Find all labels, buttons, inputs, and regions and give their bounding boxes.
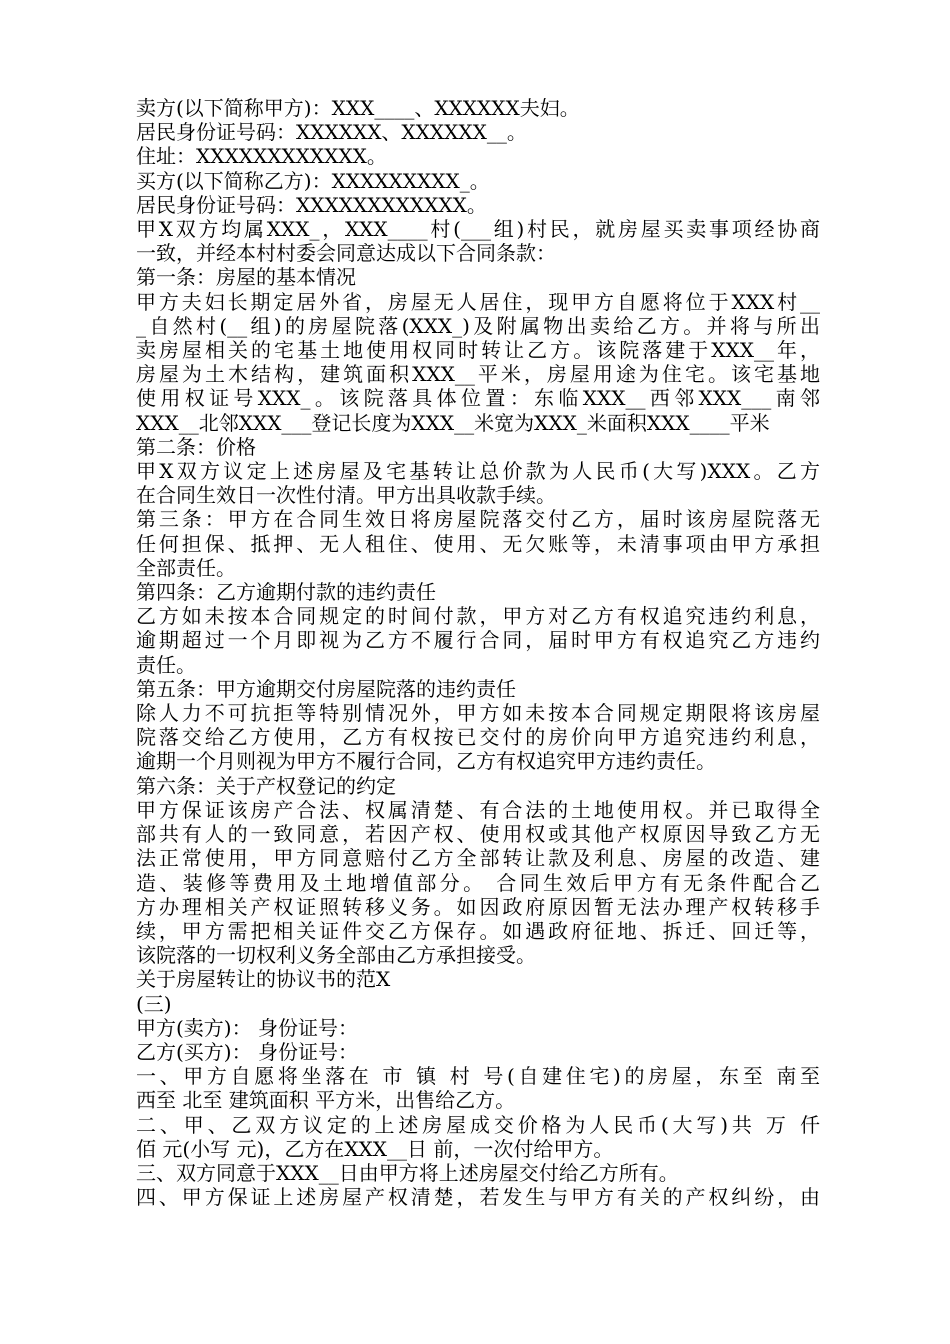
text-line: 一致，并经本村村委会同意达成以下合同条款： [136, 241, 556, 266]
section-heading: 第五条：甲方逾期交付房屋院落的违约责任 [136, 676, 516, 701]
text-line: 卖房屋相关的宅基土地使用权同时转让乙方。该院落建于XXX__年， [136, 338, 820, 363]
text-line: 甲方保证该房产合法、权属清楚、有合法的土地使用权。并已取得全 [136, 797, 820, 822]
text-line: 四、甲方保证上述房屋产权清楚，若发生与甲方有关的产权纠纷，由 [136, 1185, 820, 1210]
text-line: 房屋为土木结构，建筑面积XXX__平米，房屋用途为住宅。该宅基地 [136, 362, 820, 387]
section-heading: 第四条：乙方逾期付款的违约责任 [136, 580, 436, 605]
text-line: 甲方(卖方)： 身份证号： [136, 1015, 358, 1040]
text-line: XXX__北邻XXX___登记长度为XXX__米宽为XXX_米面积XXX____平米 [136, 410, 770, 435]
text-line: 除人力不可抗拒等特别情况外，甲方如未按本合同规定期限将该房屋 [136, 701, 820, 726]
text-line: 逾期一个月则视为甲方不履行合同，乙方有权追究甲方违约责任。 [136, 749, 716, 774]
text-line: 佰 元(小写 元)，乙方在XXX__日 前，一次付给甲方。 [136, 1136, 614, 1161]
section-heading: 第六条：关于产权登记的约定 [136, 773, 396, 798]
text-line: 在合同生效日一次性付清。甲方出具收款手续。 [136, 483, 556, 508]
text-line: 该院落的一切权利义务全部由乙方承担接受。 [136, 943, 536, 968]
text-line: 居民身份证号码：XXXXXX、XXXXXX__。 [136, 120, 527, 145]
text-line: 任何担保、抵押、无人租住、使用、无欠账等，未清事项由甲方承担 [136, 531, 820, 556]
text-line: 居民身份证号码：XXXXXXXXXXXX。 [136, 192, 487, 217]
section-heading: 关于房屋转让的协议书的范X [136, 967, 391, 992]
section-number: (三) [136, 991, 172, 1016]
text-line: 续，甲方需把相关证件交乙方保存。如遇政府征地、拆迁、回迁等， [136, 918, 820, 943]
text-line: 造、装修等费用及土地增值部分。 合同生效后甲方有无条件配合乙 [136, 870, 820, 895]
text-line: 责任。 [136, 652, 196, 677]
text-line: 逾期超过一个月即视为乙方不履行合同，届时甲方有权追究乙方违约 [136, 628, 820, 653]
text-line: _自然村(__组)的房屋院落(XXX_)及附属物出卖给乙方。并将与所出 [136, 313, 820, 338]
text-line: 一、甲方自愿将坐落在 市 镇 村 号(自建住宅)的房屋，东至 南至 [136, 1064, 820, 1089]
text-line: 二、甲、乙双方议定的上述房屋成交价格为人民币(大写)共 万 仟 [136, 1112, 820, 1137]
text-line: 卖方(以下简称甲方)：XXX____、XXXXXX夫妇。 [136, 96, 580, 120]
text-line: 甲X双方均属XXX_，XXX____村(___组)村民，就房屋买卖事项经协商 [136, 217, 820, 242]
text-line: 使用权证号XXX_。该院落具体位置：东临XXX__西邻XXX___南邻 [136, 386, 820, 411]
text-line: 甲方夫妇长期定居外省，房屋无人居住，现甲方自愿将位于XXX村__ [136, 289, 820, 314]
section-heading: 第一条：房屋的基本情况 [136, 265, 356, 290]
text-line: 乙方如未按本合同规定的时间付款，甲方对乙方有权追究违约利息， [136, 604, 820, 629]
text-line: 乙方(买方)： 身份证号： [136, 1039, 358, 1064]
section-heading: 第二条：价格 [136, 434, 256, 459]
text-line: 住址：XXXXXXXXXXXX。 [136, 144, 387, 169]
text-line: 方办理相关产权证照转移义务。如因政府原因暂无法办理产权转移手 [136, 894, 820, 919]
text-line: 全部责任。 [136, 555, 236, 580]
text-line: 法正常使用，甲方同意赔付乙方全部转让款及利息、房屋的改造、建 [136, 846, 820, 871]
text-line: 第三条：甲方在合同生效日将房屋院落交付乙方，届时该房屋院落无 [136, 507, 820, 532]
document-body [136, 96, 820, 1209]
text-line: 院落交给乙方使用，乙方有权按已交付的房价向甲方追究违约利息， [136, 725, 820, 750]
text-line: 三、双方同意于XXX__日由甲方将上述房屋交付给乙方所有。 [136, 1160, 679, 1185]
text-line: 西至 北至 建筑面积 平方米，出售给乙方。 [136, 1088, 516, 1113]
text-line: 部共有人的一致同意，若因产权、使用权或其他产权原因导致乙方无 [136, 822, 820, 847]
text-line: 买方(以下简称乙方)：XXXXXXXXX_。 [136, 168, 490, 193]
text-line: 甲X双方议定上述房屋及宅基转让总价款为人民币(大写)XXX。乙方 [136, 459, 820, 484]
